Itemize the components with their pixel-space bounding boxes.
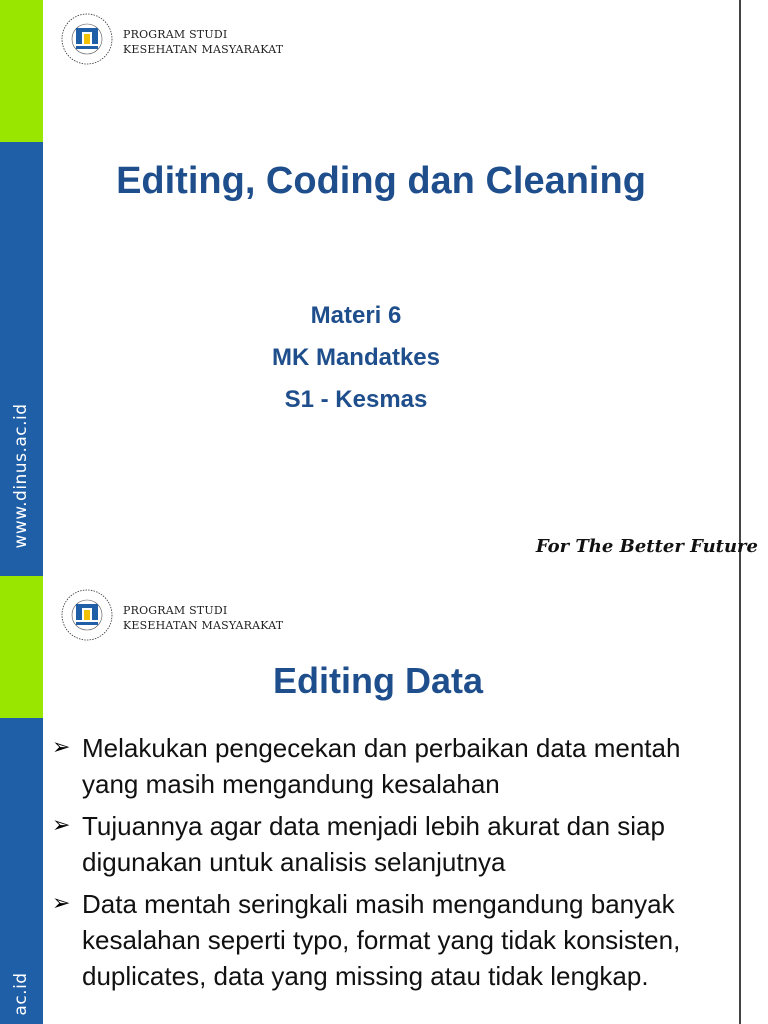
website-url: www.dinus.ac.id xyxy=(11,403,31,549)
side-bar-blue xyxy=(0,142,43,576)
university-seal-icon xyxy=(60,12,114,72)
subtitle-line-1: Materi 6 xyxy=(310,302,402,329)
tagline: For The Better Future xyxy=(535,536,758,557)
side-bar-green xyxy=(0,0,43,142)
bullet-text: Melakukan pengecekan dan perbaikan data mentah yang masih mengandung kesalahan xyxy=(82,733,681,799)
bullet-item xyxy=(52,886,712,994)
program-name: PROGRAM STUDI KESEHATAN MASYARAKAT xyxy=(123,28,284,56)
slide-2 xyxy=(0,576,768,1024)
subtitle-line-3: S1 - Kesmas xyxy=(284,386,428,413)
arrow-bullet-icon: ➢ xyxy=(52,891,71,916)
side-bar-blue xyxy=(0,718,43,1024)
right-border-line xyxy=(739,0,741,576)
slide-title: Editing, Coding dan Cleaning xyxy=(116,160,646,202)
bullet-item xyxy=(52,730,712,802)
arrow-bullet-icon: ➢ xyxy=(52,735,71,760)
university-seal-icon xyxy=(60,588,114,648)
bullet-item xyxy=(52,808,712,880)
subtitle-line-2: MK Mandatkes xyxy=(271,344,441,371)
right-border-line xyxy=(739,576,741,1024)
bullet-text: Tujuannya agar data menjadi lebih akurat dan siap digunakan untuk analisis selanjutnya xyxy=(82,811,665,877)
bullet-text: Data mentah seringkali masih mengandung banyak kesalahan seperti typo, format yang tidak konsisten, duplicates, data yang missing atau tidak lengkap. xyxy=(82,889,681,991)
arrow-bullet-icon: ➢ xyxy=(52,813,71,838)
side-bar-green xyxy=(0,576,43,718)
program-name: PROGRAM STUDI KESEHATAN MASYARAKAT xyxy=(123,604,284,632)
slide-title: Editing Data xyxy=(272,660,483,701)
website-url-partial: ac.id xyxy=(11,972,31,1016)
bullet-list xyxy=(52,730,712,1000)
